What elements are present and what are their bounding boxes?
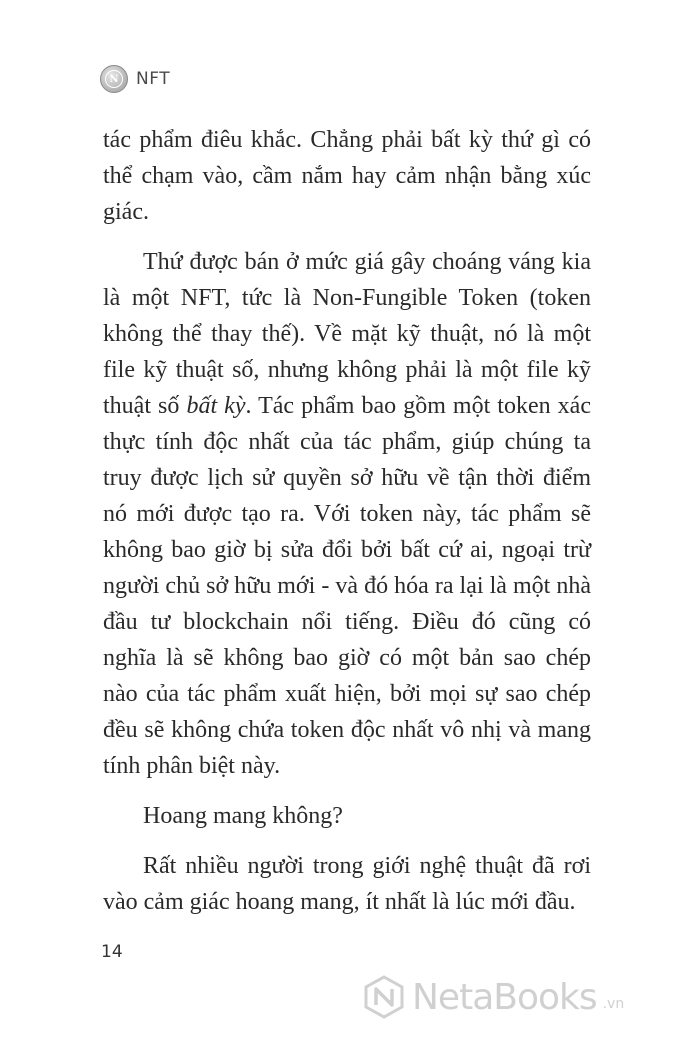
page-number: 14 — [101, 942, 123, 962]
running-header-title: NFT — [136, 69, 171, 89]
watermark — [362, 975, 624, 1019]
paragraph-3: Hoang mang không? — [143, 803, 343, 829]
paragraph-2 — [103, 244, 591, 784]
book-seal-letter: N — [105, 70, 123, 88]
book-seal-icon — [100, 65, 128, 93]
netabooks-logo-icon — [362, 975, 406, 1019]
paragraph-4: Rất nhiều người trong giới nghệ thuật đã rơi vào cảm giác hoang mang, ít nhất là lúc mới đầu. — [103, 853, 591, 915]
page-body — [103, 122, 591, 934]
paragraph-2-emphasis: bất kỳ — [186, 393, 246, 419]
paragraph-1: tác phẩm điêu khắc. Chẳng phải bất kỳ thứ gì có thể chạm vào, cầm nắm hay cảm nhận bằng xúc giác. — [103, 127, 591, 225]
paragraph-2-text-a: Thứ được bán ở mức giá gây choáng váng kia là một NFT, tức là Non-Fungible Token (token không thể thay thế). Về mặt kỹ thuật, nó là một file kỹ thuật số, nhưng không phải là một file kỹ thuật số — [103, 249, 591, 419]
paragraph-2-text-b: . Tác phẩm bao gồm một token xác thực tính độc nhất của tác phẩm, giúp chúng ta truy được lịch sử quyền sở hữu về tận thời điểm nó mới được tạo ra. Với token này, tác phẩm sẽ không bao giờ bị sửa đổi bởi bất cứ ai, ngoại trừ người chủ sở hữu mới - và đó hóa ra lại là một nhà đầu tư blockchain nổi tiếng. Điều đó cũng có nghĩa là sẽ không bao giờ có một bản sao chép nào của tác phẩm xuất hiện, bởi mọi sự sao chép đều sẽ không chứa token độc nhất vô nhị và mang tính phân biệt này. — [103, 393, 591, 779]
watermark-brand: NetaBooks — [412, 976, 597, 1018]
running-header — [100, 64, 170, 94]
watermark-suffix: .vn — [602, 996, 625, 1012]
